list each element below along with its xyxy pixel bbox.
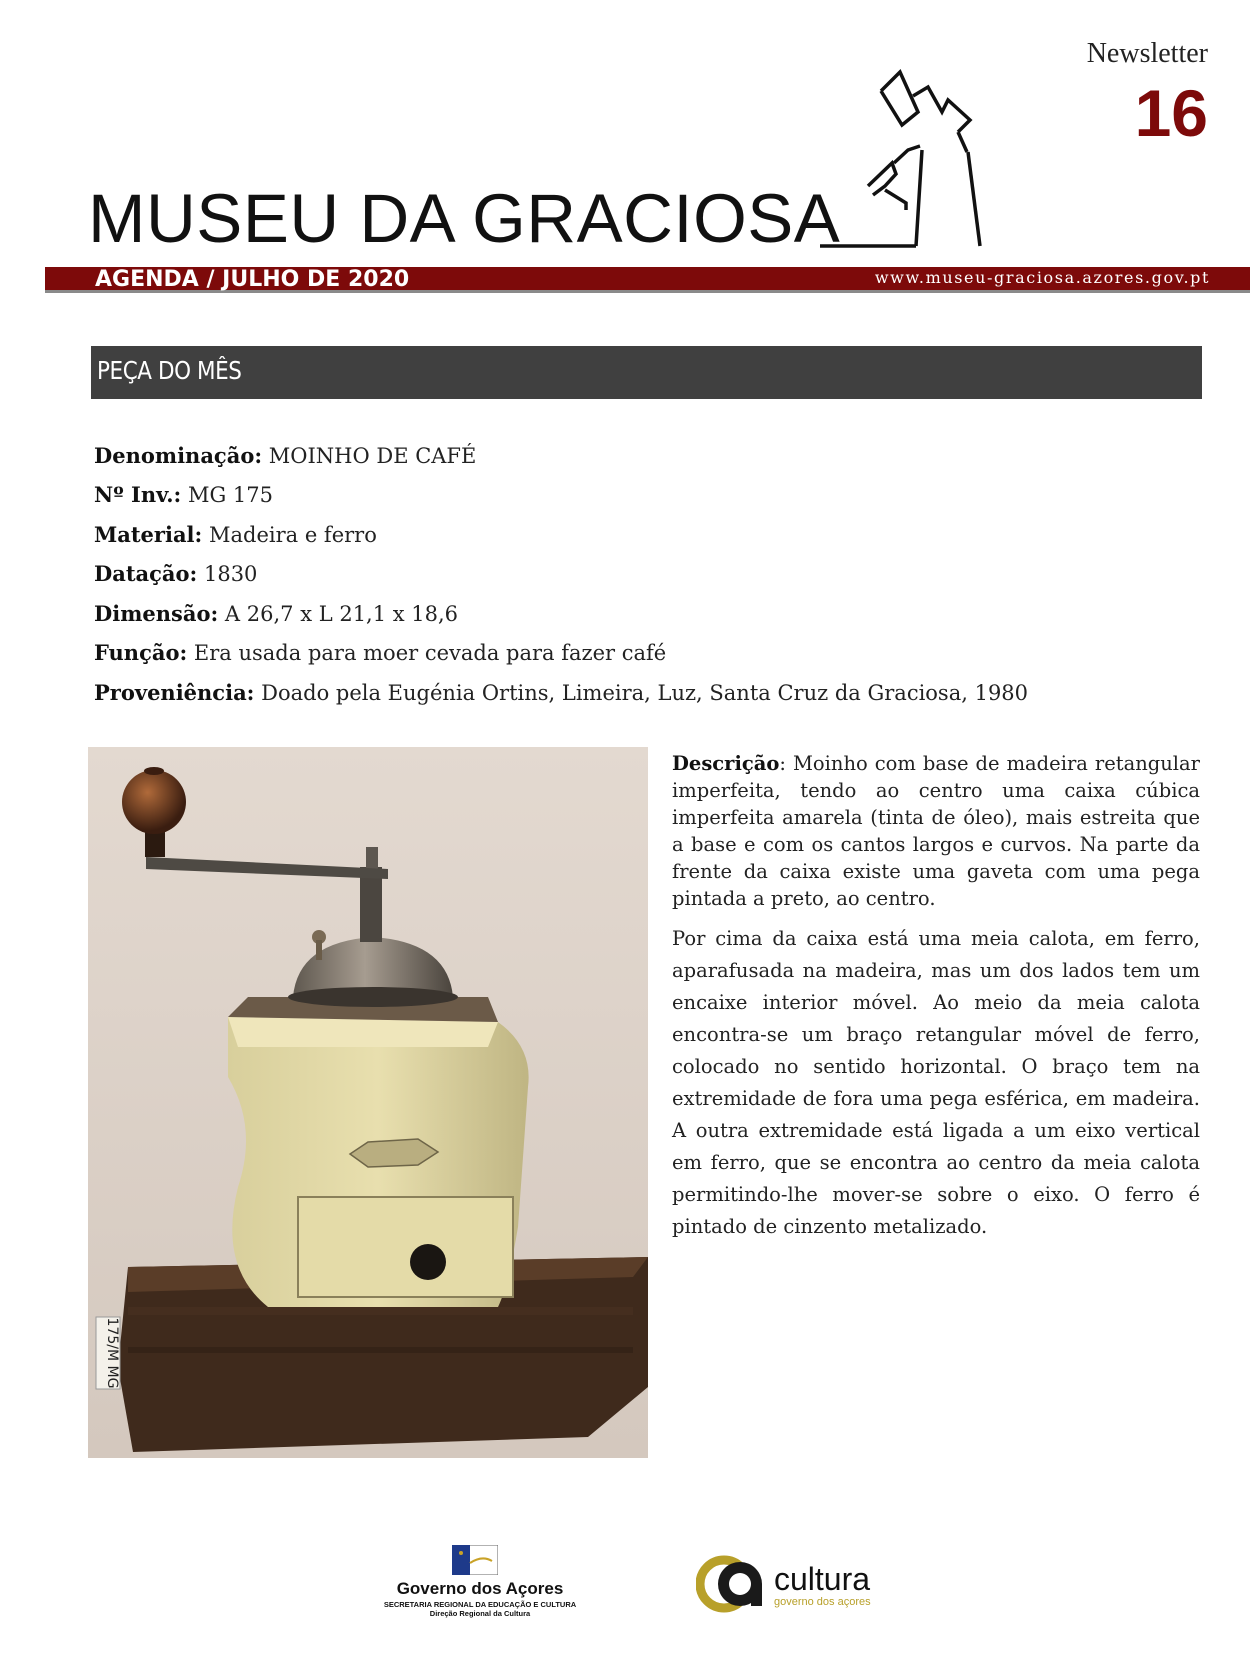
field-label: Proveniência: xyxy=(94,680,255,705)
newsletter-number: 16 xyxy=(1134,76,1208,150)
field-funcao xyxy=(94,639,666,667)
field-value: Doado pela Eugénia Ortins, Limeira, Luz, Santa Cruz da Graciosa, 1980 xyxy=(261,681,1029,705)
field-label: Denominação: xyxy=(94,443,263,468)
field-value: Madeira e ferro xyxy=(208,523,377,547)
field-label: Função: xyxy=(94,640,188,665)
museum-title: MUSEU DA GRACIOSA xyxy=(88,180,841,257)
governo-acores-logo xyxy=(360,1545,600,1618)
cultura-subtitle: governo dos açores xyxy=(774,1596,871,1608)
newsletter-label: Newsletter xyxy=(1086,38,1208,69)
field-label: Datação: xyxy=(94,561,198,586)
windmill-logo-icon xyxy=(820,60,1020,260)
description-paragraph-1 xyxy=(672,750,1200,912)
agenda-line: AGENDA / JULHO DE 2020 xyxy=(95,267,410,292)
field-value: MG 175 xyxy=(187,483,273,507)
description-paragraph-2: Por cima da caixa está uma meia calota, em ferro, aparafusada na madeira, mas um dos lados tem um encaixe interior móvel. Ao meio da meia calota encontra-se um braço retangular móvel de ferro, colocado no sentido horizontal. O braço tem na extremidade de fora uma pega esférica, em madeira. A outra extremidade está ligada a um eixo vertical em ferro, que se encontra ao centro da meia calota permitindo-lhe mover-se sobre o eixo. O ferro é pintado de cinzento metalizado. xyxy=(672,927,1200,1238)
cultura-mark-icon xyxy=(696,1555,768,1613)
field-dimensao xyxy=(94,600,458,628)
governo-name: Governo dos Açores xyxy=(396,1579,564,1598)
field-label: Dimensão: xyxy=(94,601,219,626)
cultura-word: cultura xyxy=(774,1561,871,1597)
field-datacao xyxy=(94,560,257,588)
description-label: Descrição xyxy=(672,752,780,775)
governo-subtitle-1: SECRETARIA REGIONAL DA EDUCAÇÃO E CULTURA xyxy=(383,1600,577,1609)
cultura-logo xyxy=(696,1555,886,1615)
field-value: 1830 xyxy=(203,562,258,586)
section-bar xyxy=(91,346,1202,399)
field-material xyxy=(94,521,377,549)
coffee-grinder-photo xyxy=(88,747,648,1458)
section-title: PEÇA DO MÊS xyxy=(97,356,242,385)
description-block xyxy=(672,750,1200,1254)
description-text-1: : Moinho com base de madeira retangular imperfeita, tendo ao centro uma caixa cúbica imperfeita amarela (tinta de óleo), mais estreita que a base e com os cantos largos e curvos. Na parte da frente da caixa existe uma gaveta com uma pega pintada a preto, ao centro. xyxy=(672,752,1200,910)
field-inventario xyxy=(94,481,273,509)
field-proveniencia xyxy=(94,679,1028,707)
governo-subtitle-2: Direção Regional da Cultura xyxy=(429,1609,531,1618)
field-denominacao xyxy=(94,442,476,470)
field-label: Nº Inv.: xyxy=(94,482,182,507)
azores-flag-icon xyxy=(452,1545,498,1575)
field-value: A 26,7 x L 21,1 x 18,6 xyxy=(224,602,459,626)
field-label: Material: xyxy=(94,522,203,547)
field-value: Era usada para moer cevada para fazer café xyxy=(193,641,667,665)
inventory-tag-text: 175/M MG xyxy=(104,1317,120,1389)
field-value: MOINHO DE CAFÉ xyxy=(268,444,477,468)
website-link[interactable]: www.museu-graciosa.azores.gov.pt xyxy=(874,268,1210,287)
